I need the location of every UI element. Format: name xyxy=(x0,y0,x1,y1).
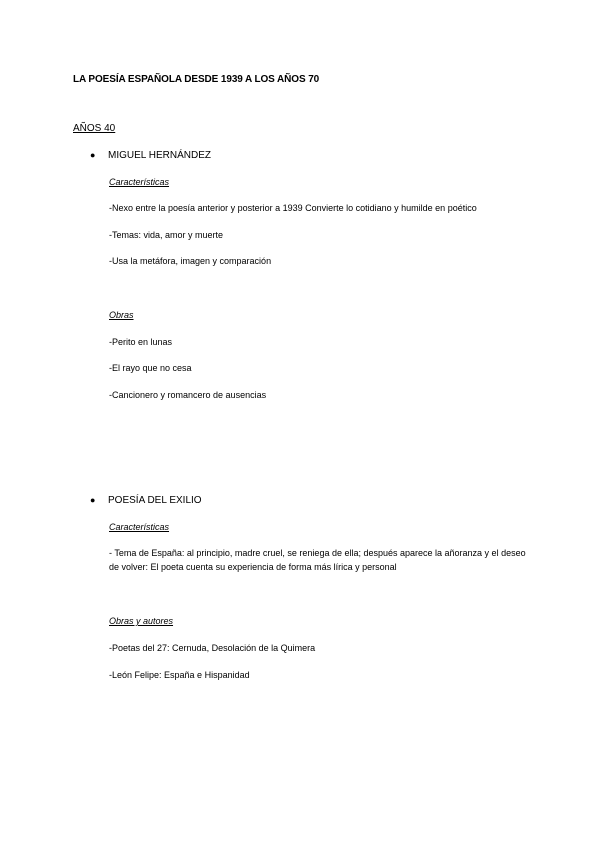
characteristic-item: -Temas: vida, amor y muerte xyxy=(109,230,224,240)
work-item: -El rayo que no cesa xyxy=(109,363,192,373)
work-item: -Poetas del 27: Cernuda, Desolación de la Quimera xyxy=(109,643,316,653)
topic-heading-miguel-hernandez xyxy=(90,150,211,161)
section-heading: AÑOS 40 xyxy=(73,123,116,134)
bullet-icon: ● xyxy=(90,495,96,505)
characteristics-label: Características xyxy=(109,177,170,187)
work-item: -León Felipe: España e Hispanidad xyxy=(109,670,250,680)
works-label: Obras xyxy=(109,310,134,320)
work-item: -Perito en lunas xyxy=(109,337,173,347)
work-item: -Cancionero y romancero de ausencias xyxy=(109,390,267,400)
document-title: LA POESÍA ESPAÑOLA DESDE 1939 A LOS AÑOS 70 xyxy=(73,74,320,85)
characteristic-item: -Nexo entre la poesía anterior y posterior a 1939 Convierte lo cotidiano y humilde en poético xyxy=(109,203,477,213)
characteristics-label: Características xyxy=(109,522,170,532)
topic-heading-label: POESÍA DEL EXILIO xyxy=(108,495,202,506)
works-label: Obras y autores xyxy=(109,616,174,626)
characteristic-item: -Usa la metáfora, imagen y comparación xyxy=(109,256,272,266)
bullet-icon: ● xyxy=(90,150,96,160)
topic-heading-label: MIGUEL HERNÁNDEZ xyxy=(108,150,211,161)
characteristic-paragraph: - Tema de España: al principio, madre cruel, se reniega de ella; después aparece la añoranza y el deseo de volver: El poeta cuenta su experiencia de forma más lírica y personal xyxy=(109,548,526,572)
topic-heading-poesia-exilio xyxy=(90,495,202,506)
